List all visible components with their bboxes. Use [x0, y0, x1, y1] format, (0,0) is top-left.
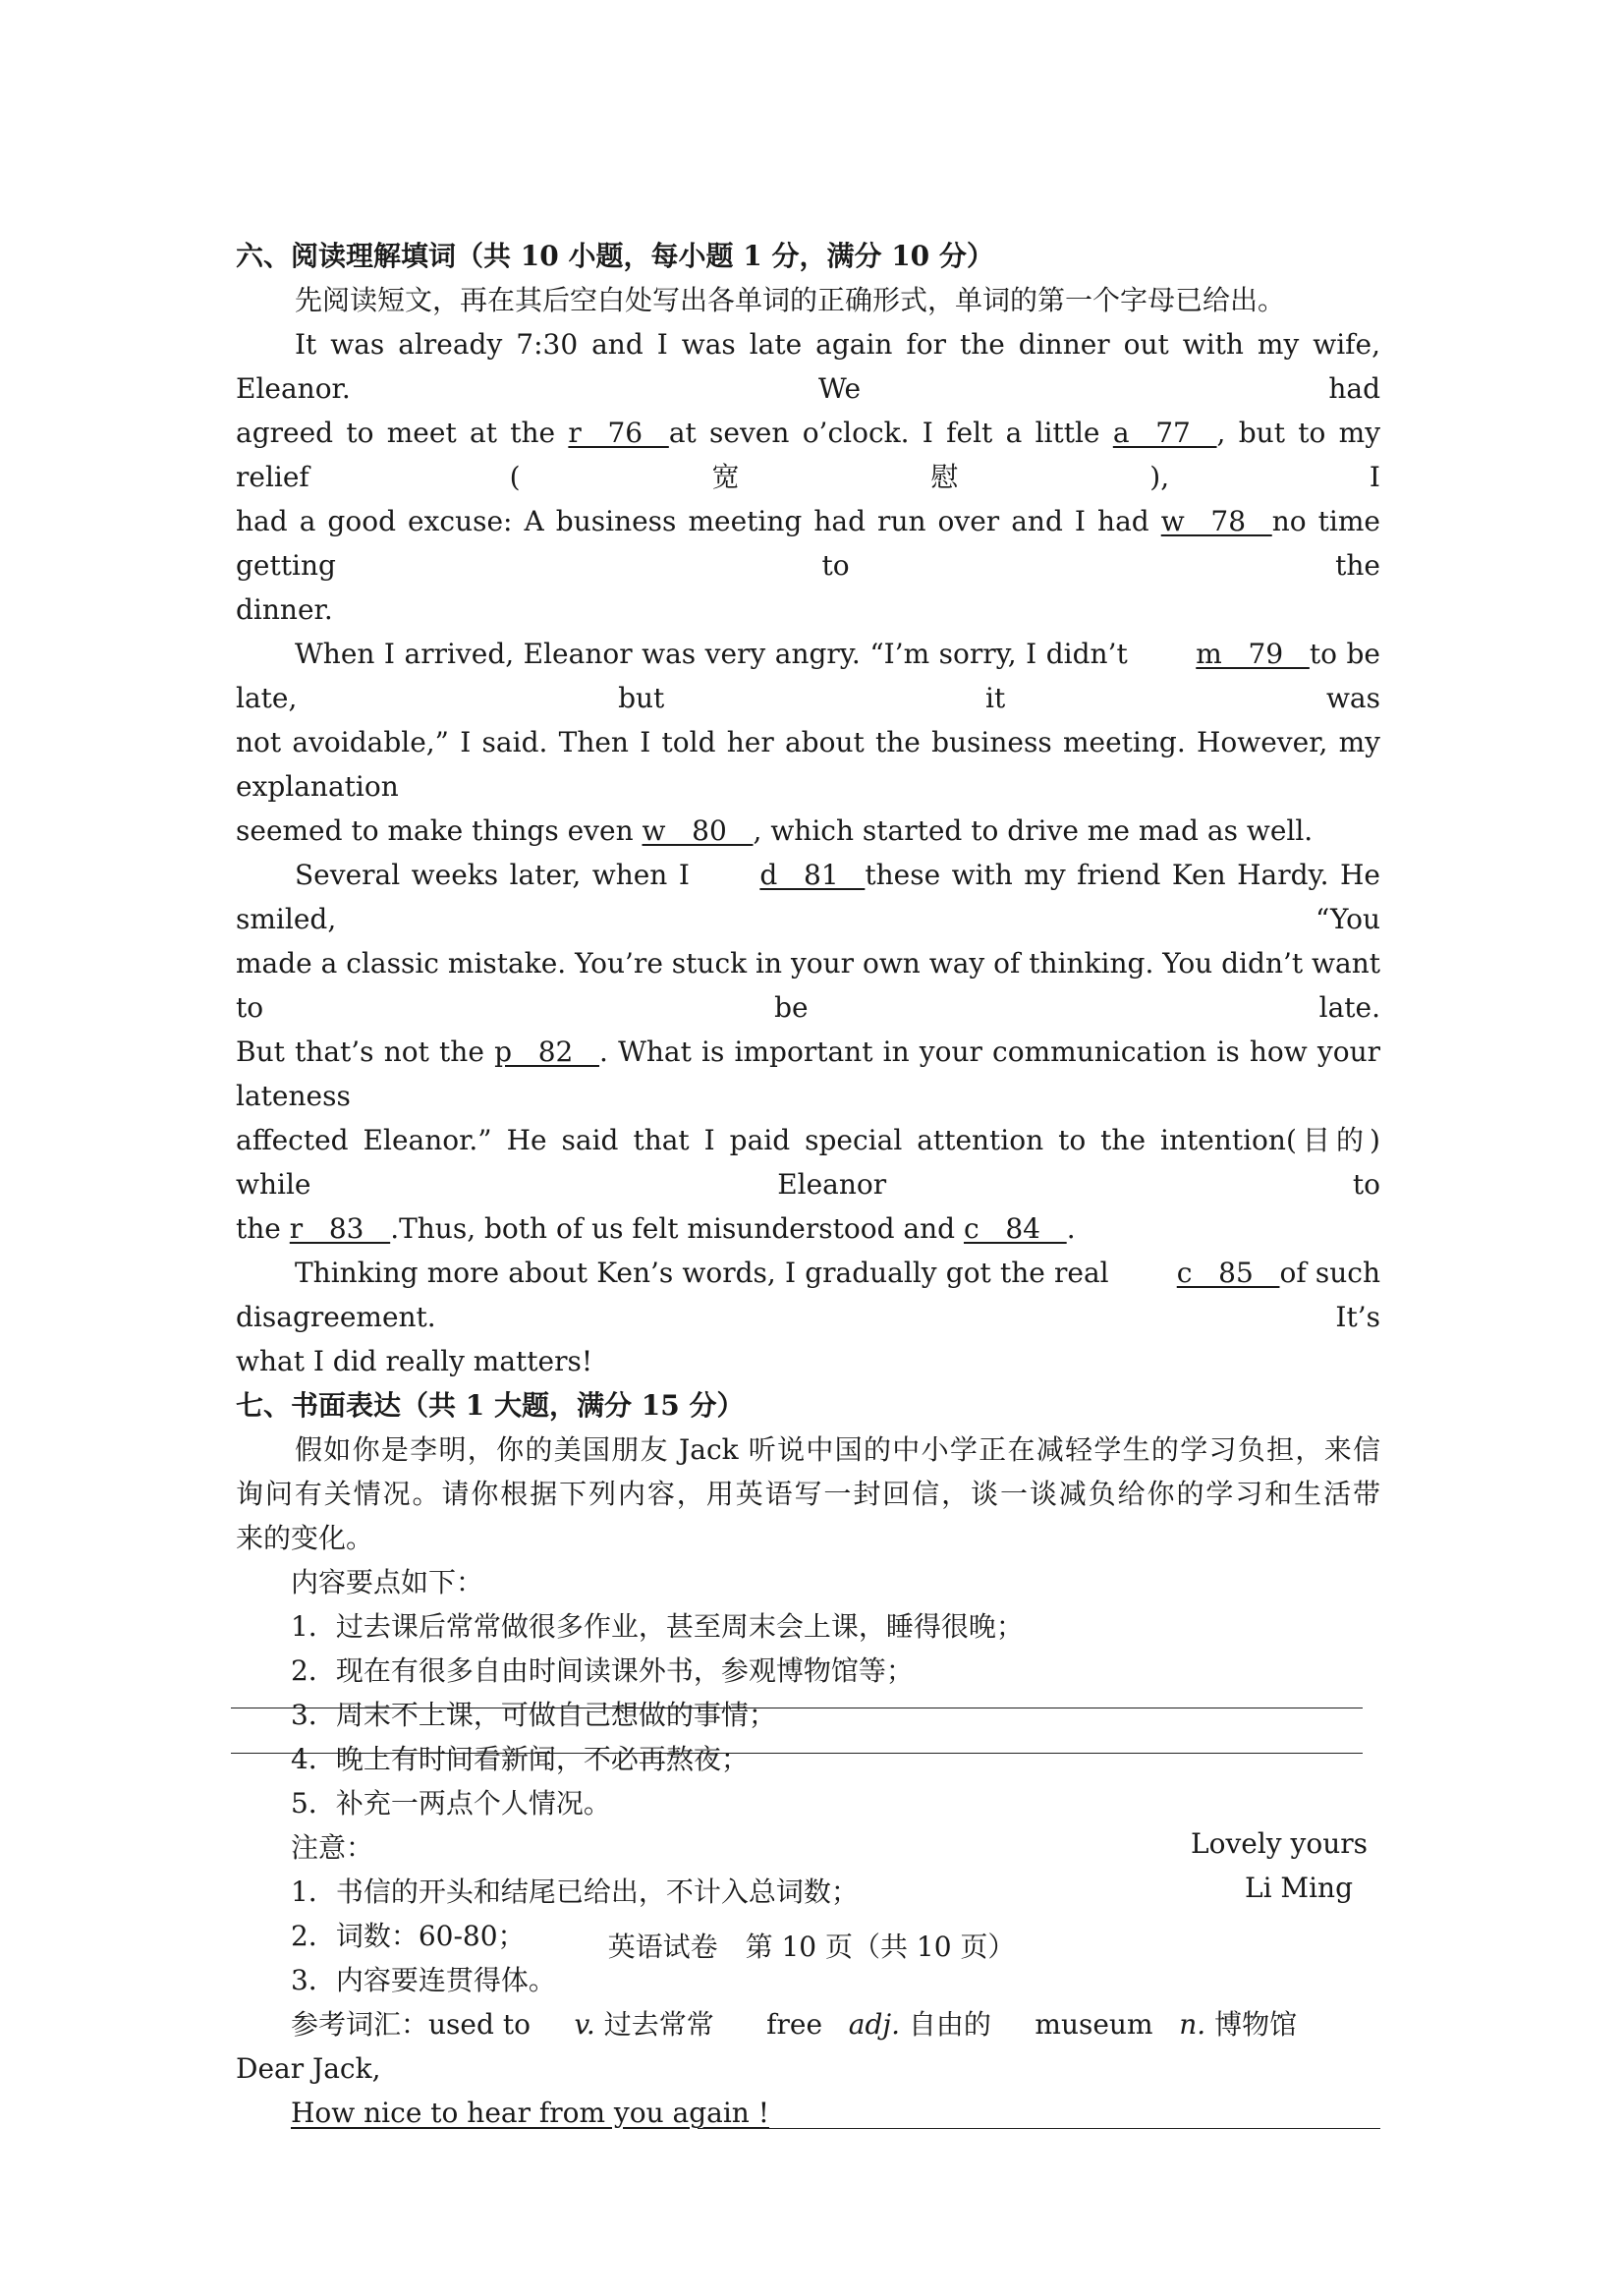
passage-line: agreed to meet at the r 76 at seven o’clock. I felt a little a 77 , but to my relief (宽慰), I [236, 411, 1380, 499]
content-point: 2．现在有很多自由时间读课外书，参观博物馆等； [291, 1654, 914, 1687]
prompt-line: 询问有关情况。请你根据下列内容，用英语写一封回信，谈一谈减负给你的学习和生活带 [236, 1478, 1380, 1510]
blank-85[interactable]: c 85 [1176, 1257, 1280, 1289]
blank-81[interactable]: d 81 [759, 859, 866, 891]
notes-header: 注意： [291, 1831, 374, 1864]
blank-79[interactable]: m 79 [1196, 638, 1310, 670]
passage-line: Several weeks later, when I d 81 these with my friend Ken Hardy. He smiled, “You [236, 853, 1380, 941]
passage-line: the r 83 .Thus, both of us felt misunderstood and c 84 . [236, 1206, 1380, 1251]
reference-vocabulary: 参考词汇：used to v. 过去常常 free adj. 自由的 museum n. 博物馆 [291, 2008, 1298, 2041]
blank-76[interactable]: r 76 [568, 417, 669, 449]
prompt-line: 假如你是李明，你的美国朋友 Jack 听说中国的中小学正在减轻学生的学习负担，来信 [295, 1433, 1380, 1466]
content-point: 4．晚上有时间看新闻，不必再熬夜； [291, 1743, 749, 1775]
note-item: 3．内容要连贯得体。 [291, 1964, 556, 1996]
passage-line: dinner. [236, 593, 333, 626]
note-item: 2．词数：60-80； [291, 1920, 526, 1952]
passage-line: seemed to make things even w 80 , which started to drive me mad as well. [236, 809, 1380, 853]
passage-line: affected Eleanor.” He said that I paid special attention to the intention(目的) while Eleanor to [236, 1124, 1380, 1201]
passage-line: But that’s not the p 82 . What is important in your communication is how your lateness [236, 1030, 1380, 1118]
writing-line[interactable] [231, 1753, 1363, 1754]
letter-signature: Li Ming [1244, 1872, 1353, 1904]
content-point: 3．周末不上课，可做自己想做的事情； [291, 1699, 776, 1731]
passage-line: When I arrived, Eleanor was very angry. “I’m sorry, I didn’t m 79 to be late, but it was [236, 632, 1380, 720]
passage-line: made a classic mistake. You’re stuck in your own way of thinking. You didn’t want to be late. [236, 947, 1380, 1024]
blank-78[interactable]: w 78 [1160, 505, 1272, 537]
page-footer: 英语试卷 第 10 页（共 10 页） [607, 1931, 1016, 1963]
passage-line: what I did really matters! [236, 1345, 593, 1377]
passage-line: had a good excuse: A business meeting had run over and I had w 78 no time getting to the [236, 499, 1380, 588]
content-point: 5．补充一两点个人情况。 [291, 1787, 611, 1820]
section-7-title: 七、书面表达（共 1 大题，满分 15 分） [236, 1389, 745, 1422]
blank-80[interactable]: w 80 [642, 814, 754, 847]
blank-83[interactable]: r 83 [289, 1212, 391, 1245]
blank-77[interactable]: a 77 [1112, 417, 1217, 449]
passage-line: not avoidable,” I said. Then I told her about the business meeting. However, my explanation [236, 726, 1380, 803]
letter-closing: Lovely yours [1191, 1827, 1368, 1860]
letter-greeting: Dear Jack, [236, 2052, 381, 2085]
section-6-instruction: 先阅读短文，再在其后空白处写出各单词的正确形式，单词的第一个字母已给出。 [295, 284, 1286, 316]
prompt-line: 来的变化。 [236, 1522, 374, 1554]
points-header: 内容要点如下： [291, 1566, 484, 1598]
passage-line: Thinking more about Ken’s words, I gradually got the real c 85 of such disagreement. It’s [236, 1251, 1380, 1339]
passage-line: It was already 7:30 and I was late again for the dinner out with my wife, Eleanor. We had [236, 328, 1380, 405]
blank-84[interactable]: c 84 [963, 1212, 1067, 1245]
content-point: 1．过去课后常常做很多作业，甚至周末会上课，睡得很晚； [291, 1610, 1024, 1643]
letter-first-line: How nice to hear from you again ! [236, 2091, 1380, 2135]
blank-82[interactable]: p 82 [494, 1036, 600, 1068]
note-item: 1．书信的开头和结尾已给出，不计入总词数； [291, 1876, 859, 1908]
section-6-title: 六、阅读理解填词（共 10 小题，每小题 1 分，满分 10 分） [236, 240, 994, 272]
